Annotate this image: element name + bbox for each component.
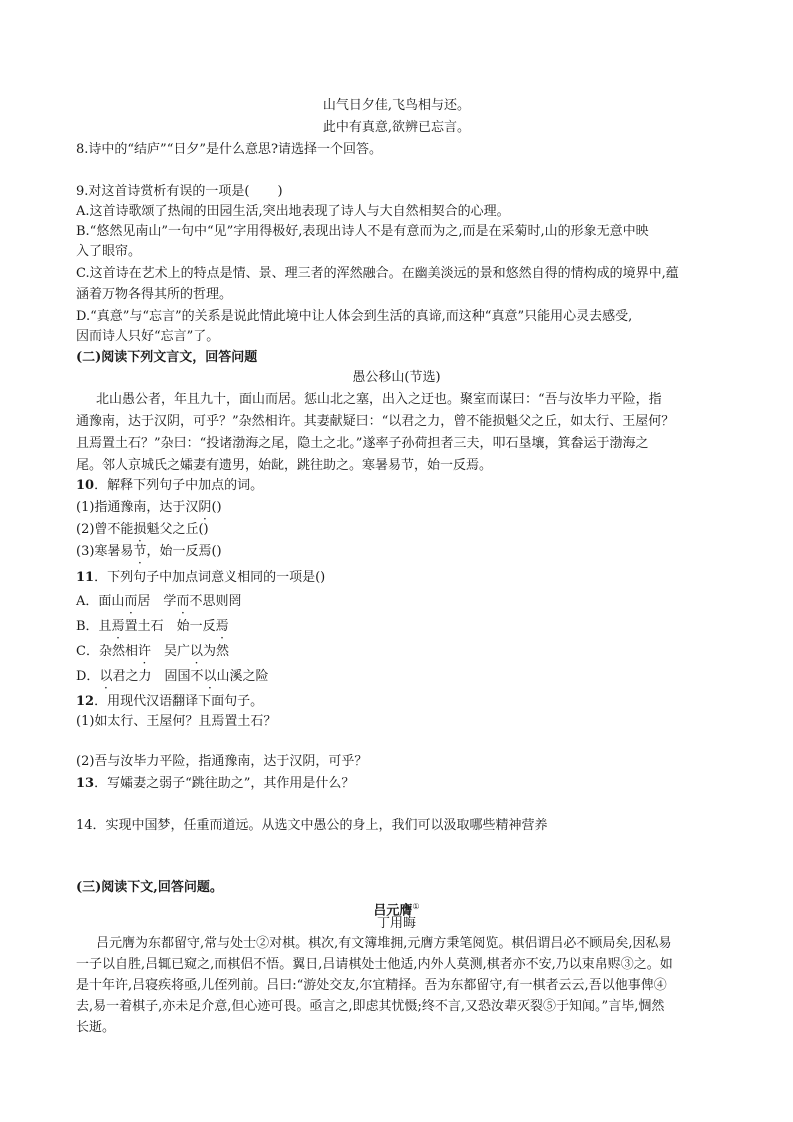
- question-11: [76, 568, 325, 588]
- option-c-cont: 涵着万物各得其所的哲理。: [76, 287, 233, 302]
- option-text: 不思则罔: [189, 594, 242, 609]
- passage-title-text: 吕元膺: [373, 903, 413, 919]
- section-3-heading: (三)阅读下文,回答问题。: [76, 880, 223, 895]
- passage-line: 北山愚公者，年且九十，面山而居。惩山北之塞，出入之迂也。聚室而谋曰：“吾与汝毕力平险，指: [96, 392, 662, 407]
- question-10-item-1: [76, 498, 222, 518]
- dotted-word: 焉: [111, 619, 125, 634]
- question-number: 12: [76, 694, 95, 709]
- passage-line: 长逝。: [76, 1020, 116, 1035]
- dotted-word: 焉: [215, 619, 229, 634]
- question-9-stem-close: ): [277, 184, 283, 199]
- question-text: ．写孀妻之弱子“跳往助之”，其作用是什么？: [94, 776, 355, 791]
- question-14: 14．实现中国梦，任重而道远。从选文中愚公的身上，我们可以汲取哪些精神营养: [76, 818, 548, 833]
- question-12-item-2: (2)吾与汝毕力平险，指通豫南，达于汉阴，可乎？: [76, 754, 368, 769]
- question-9-stem: [76, 182, 283, 202]
- poem-line: 山气日夕佳,飞鸟相与还。: [322, 98, 471, 113]
- question-number: 10: [76, 478, 95, 493]
- item-text: (3)寒暑易: [76, 544, 134, 559]
- passage-line: 去,易一着棋子,亦未足介意,但心迹可畏。亟言之,即虑其忧慑;终不言,又恐汝辈灭裂⑤于知闻。”言毕,惆然: [76, 999, 665, 1014]
- question-11-option-c[interactable]: [76, 642, 229, 662]
- option-text: C．杂然相: [76, 644, 138, 659]
- option-a: A.这首诗歌颂了热闹的田园生活,突出地表现了诗人与大自然相契合的心理。: [76, 204, 510, 219]
- option-d-cont: 因而诗人只好“忘言”了。: [76, 329, 220, 344]
- dotted-word: 而: [176, 594, 190, 609]
- option-text: 居 学: [137, 594, 177, 609]
- dotted-word: 以: [99, 669, 113, 684]
- question-text: ．用现代汉语翻译下面句子。: [94, 694, 264, 709]
- item-text: (2)曾不能: [76, 522, 134, 537]
- passage-author: 丁用晦: [376, 916, 416, 931]
- section-2-heading: (二)阅读下列文言文，回答问题: [76, 350, 258, 365]
- question-11-option-d[interactable]: [76, 667, 269, 687]
- passage-line: 且焉置土石？”杂曰：“投诸渤海之尾，隐土之北。”遂率子孙荷担者三夫，叩石垦壤，箕畚运于渤海之: [76, 436, 649, 451]
- option-b-cont: 入了眼帘。: [76, 244, 142, 259]
- dotted-word: 以: [189, 644, 203, 659]
- question-10: [76, 476, 263, 496]
- question-9-stem-text: 9.对这首诗赏析有误的一项是(: [76, 184, 250, 199]
- option-text: B．且: [76, 619, 112, 634]
- question-11-option-b[interactable]: [76, 617, 229, 637]
- question-number: 11: [76, 570, 95, 585]
- dotted-word: 而: [124, 594, 138, 609]
- option-text: A．面山: [76, 594, 125, 609]
- dotted-word: 以: [203, 669, 217, 684]
- dotted-word: 阴: [198, 500, 212, 515]
- item-text: 魁父之丘(): [146, 522, 209, 537]
- question-10-item-3: [76, 542, 222, 562]
- question-13: [76, 774, 354, 794]
- answer-blank[interactable]: (): [211, 500, 222, 515]
- question-number: 13: [76, 776, 95, 791]
- question-8: 8.诗中的“结庐”“日夕”是什么意思?请选择一个回答。: [76, 142, 382, 157]
- option-text: D．: [76, 669, 100, 684]
- option-text: 君之力 固国不: [112, 669, 204, 684]
- option-c: C.这首诗在艺术上的特点是情、景、理三者的浑然融合。在幽美淡远的景和悠然自得的情构成的境界中,蕴: [76, 266, 679, 281]
- option-text: 山溪之险: [216, 669, 269, 684]
- dotted-word: 节: [133, 544, 147, 559]
- question-12: [76, 692, 263, 712]
- question-text: ．解释下列句子中加点的词。: [94, 478, 264, 493]
- dotted-word: 许: [137, 644, 151, 659]
- passage-line: 是十年许,吕寝疾将亟,儿侄列前。吕曰:“游处交友,尔宜精择。吾为东都留守,有一棋者云云,吾以他事俾④: [76, 978, 667, 993]
- passage-line: 一子以自胜,吕辄已窥之,而棋侣不悟。翼日,吕请棋处士他适,内外人莫测,棋者亦不安,乃以束帛赆③之。如: [76, 957, 673, 972]
- option-d: D.“真意”与“忘言”的关系是说此情此境中让人体会到生活的真谛,而这种“真意”只能用心灵去感受,: [76, 309, 633, 324]
- dotted-word: 损: [133, 522, 147, 537]
- option-b: B.“悠然见南山”一句中“见”字用得极好,表现出诗人不是有意而为之,而是在采菊时,山的形象无意中映: [76, 224, 649, 239]
- option-text: 吴广: [150, 644, 190, 659]
- item-text: ，始一反焉(): [146, 544, 222, 559]
- passage-line: 吕元膺为东都留守,常与处士②对棋。棋次,有文簿堆拥,元膺方秉笔阅览。棋侣谓吕必不顾局矣,因私易: [96, 936, 672, 951]
- option-text: 为然: [203, 644, 230, 659]
- footnote-marker: ①: [412, 902, 420, 911]
- question-11-option-a[interactable]: [76, 592, 241, 612]
- question-10-item-2: [76, 520, 209, 540]
- passage-line: 通豫南，达于汉阴，可乎？”杂然相许。其妻献疑曰：“以君之力，曾不能损魁父之丘，如太行、王屋何？: [76, 414, 675, 429]
- poem-line: 此中有真意,欲辨已忘言。: [322, 120, 471, 135]
- item-text: (1)指通豫南，达于汉: [76, 500, 199, 515]
- question-12-item-1: (1)如太行、王屋何？且焉置土石？: [76, 714, 277, 729]
- passage-title: 愚公移山(节选): [352, 370, 441, 385]
- option-text: 置土石 始一反: [124, 619, 216, 634]
- question-text: ．下列句子中加点词意义相同的一项是(): [94, 570, 326, 585]
- passage-line: 尾。邻人京城氏之孀妻有遗男，始龀，跳往助之。寒暑易节，始一反焉。: [76, 458, 493, 473]
